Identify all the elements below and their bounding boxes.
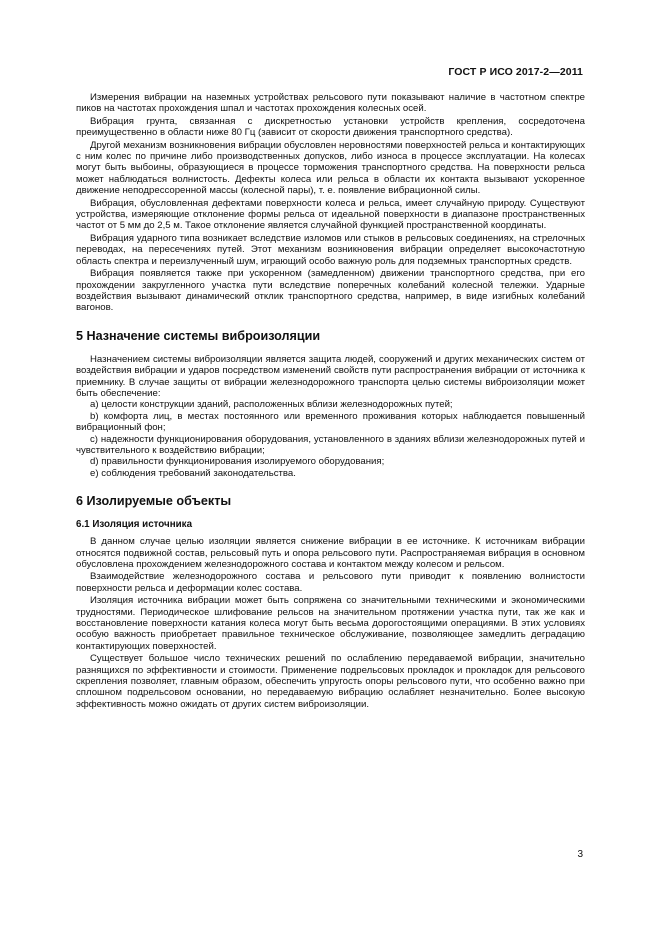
intro-paragraph-3: Другой механизм возникновения вибрации обусловлен неровностями поверхностей рельса и контактирующих с ним колес по причине либо производственных допусков, либо износа в процессе эксплуатации. На колесах могут быть выбоины, образующиеся в процессе торможения транспортного средства. На поверхности рельса может наблюдаться волнистость. Дефекты колеса или рельса в области их контакта вызывают ускоренное движение неподрессоренной массы (колесной пары), т. е. появление вибрационной силы. — [76, 139, 585, 197]
intro-paragraph-6: Вибрация появляется также при ускоренном (замедленном) движении транспортного средства, при его прохождении закругленного участка пути вследствие поперечных колебаний колесной тележки. Ударные воздействия вызывают динамический отклик транспортного средства, например, в виде изгибных колебаний вагонов. — [76, 268, 585, 314]
subsection-6-1-paragraph-2: Взаимодействие железнодорожного состава и рельсового пути приводит к появлению волнистости поверхности рельса и деформации колес состава. — [76, 571, 585, 594]
subsection-6-1-paragraph-1: В данном случае целью изоляции является снижение вибрации в ее источнике. К источникам вибрации относятся подвижной состав, рельсовый путь и опора рельсового пути. Распространяемая вибрация в основном обусловлена прохождением железнодорожного состава и контактом между колесом и рельсом. — [76, 536, 585, 570]
section-5-lead: Назначением системы виброизоляции является защита людей, сооружений и других механических систем от воздействия вибрации и ударов посредством изменений свойств пути распространения вибрации от источника к приемнику. В случае защиты от вибрации железнодорожного транспорта целью системы виброизоляции может быть обеспечение: — [76, 353, 585, 399]
intro-paragraph-4: Вибрация, обусловленная дефектами поверхности колеса и рельса, имеет случайную природу. Существуют устройства, измеряющие отклонение формы рельса от идеальной поверхности в диапазоне пространственных частот от 5 мм до 2,5 м. Такое отклонение является случайной функцией пространственной координаты. — [76, 197, 585, 232]
subsection-6-1-paragraph-3: Изоляция источника вибрации может быть сопряжена со значительными техническими и экономическими трудностями. Периодическое шлифование рельсов на значительном протяжении участка пути, так же как и восстановление поверхности катания колеса могут быть весьма дорогостоящими операциями. В этих условиях особую важность приобретает правильное техническое обслуживание, позволяющее замедлить деградацию контактирующих поверхностей. — [76, 595, 585, 652]
list-item-e: e) соблюдения требований законодательства. — [90, 467, 296, 479]
subsection-6-1-paragraph-4: Существует большое число технических решений по ослаблению передаваемой вибрации, значительно разнящихся по эффективности и стоимости. Применение подрельсовых прокладок и прокладок для рельсового скрепления позволяет, главным образом, обеспечить упругость опоры рельсового пути, что особенно важно при сплошном подрельсовом основании, но передаваемую вибрацию ослабляет незначительно. Более высокую эффективность можно ожидать от других систем виброизоляции. — [76, 653, 585, 710]
intro-paragraph-2: Вибрация грунта, связанная с дискретностью установки устройств крепления, сосредоточена преимущественно в области ниже 80 Гц (зависит от скорости движения транспортного средства). — [76, 115, 585, 139]
list-item-d: d) правильности функционирования изолируемого оборудования; — [90, 456, 385, 468]
intro-paragraph-1: Измерения вибрации на наземных устройствах рельсового пути показывают наличие в частотном спектре пиков на частотах прохождения шпал и частотах прохождения колесных осей. — [76, 92, 585, 115]
document-header: ГОСТ Р ИСО 2017-2—2011 — [448, 66, 583, 78]
page-number: 3 — [577, 849, 583, 860]
section-6-heading: 6 Изолируемые объекты — [76, 494, 232, 509]
list-item-a: a) целости конструкции зданий, расположенных вблизи железнодорожных путей; — [90, 399, 453, 411]
subsection-6-1-heading: 6.1 Изоляция источника — [76, 519, 193, 531]
page-body — [76, 92, 585, 710]
list-item-b: b) комфорта лиц, в местах постоянного или временного проживания которых наблюдается повышенный вибрационный фон; — [76, 410, 585, 434]
intro-paragraph-5: Вибрация ударного типа возникает вследствие изломов или стыков в рельсовых соединениях, на стрелочных переводах, на пересечениях путей. Этот механизм возникновения вибрации определяет высокочастотную область спектра и переизлученный шум, играющий особо важную роль для подземных транспортных средств. — [76, 232, 585, 267]
section-5-heading: 5 Назначение системы виброизоляции — [76, 328, 321, 343]
list-item-c: c) надежности функционирования оборудования, установленного в зданиях вблизи железнодорожных путей и чувствительного к воздействию вибрации; — [76, 433, 585, 456]
